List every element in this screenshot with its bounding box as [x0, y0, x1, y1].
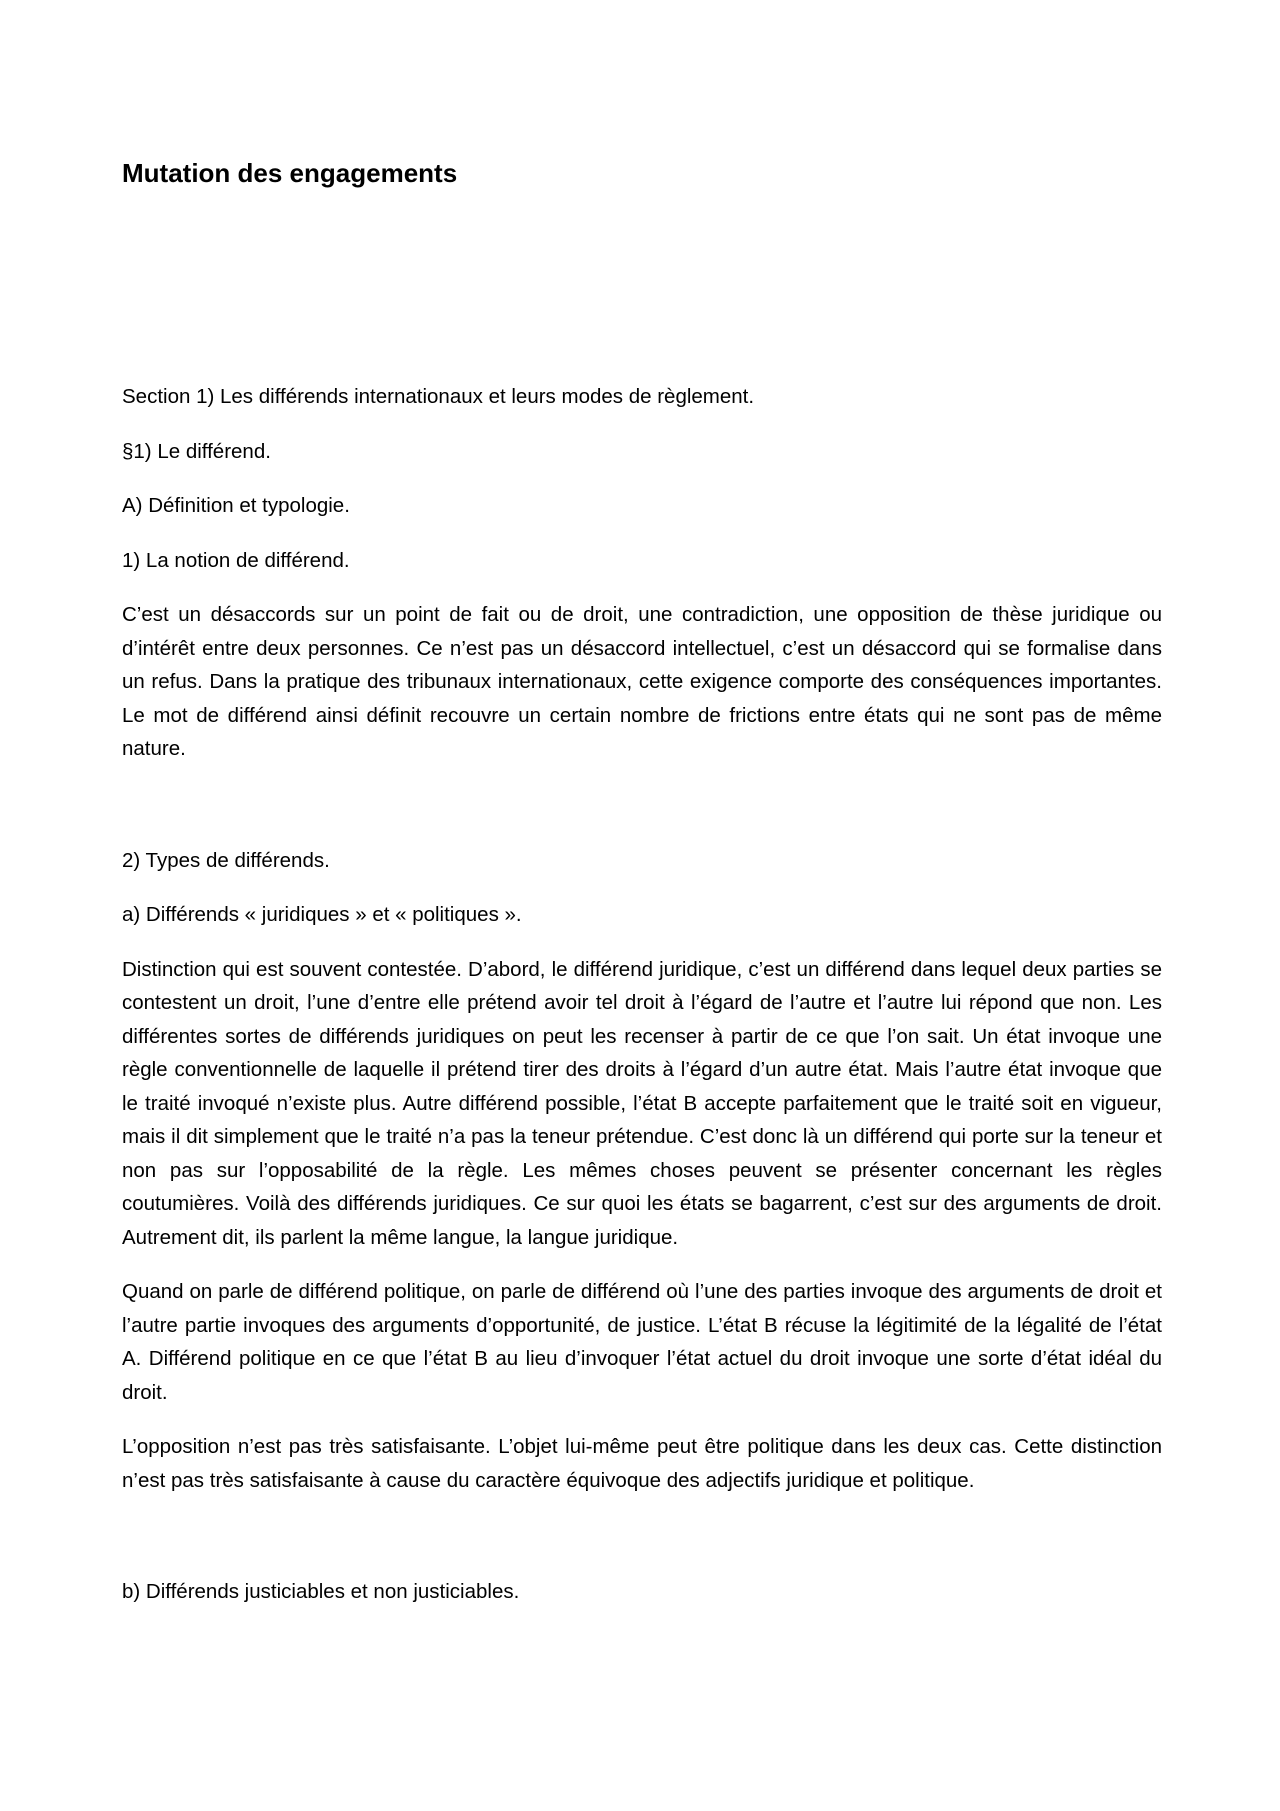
- document-title: Mutation des engagements: [122, 158, 458, 188]
- paragraph-politique: Quand on parle de différend politique, on parle de différend où l’une des parties invoque des arguments de droit et l’autre partie invoques des arguments d’opportunité, de justice. L’état B récuse la légitimité de la légalité de l’état A. Différend politique en ce que l’état B au lieu d’invoquer l’état actuel du droit invoque une sorte d’état idéal du droit.: [122, 1280, 1162, 1404]
- blank-line: [122, 787, 1162, 844]
- subheading-definition: A) Définition et typologie.: [122, 494, 350, 517]
- paragraph-heading: §1) Le différend.: [122, 439, 271, 463]
- paragraph-opposition: L’opposition n’est pas très satisfaisante. L’objet lui-même peut être politique dans les deux cas. Cette distinction n’est pas très satisfaisante à cause du caractère équivoque des adjectifs juridique et politique.: [122, 1435, 1162, 1492]
- subheading-juridiques-politiques: a) Différends « juridiques » et « politiques ».: [122, 903, 522, 926]
- paragraph-notion: C’est un désaccords sur un point de fait ou de droit, une contradiction, une opposition de thèse juridique ou d’intérêt entre deux personnes. Ce n’est pas un désaccord intellectuel, c’est un désaccord qui se formalise dans un refus. Dans la pratique des tribunaux internationaux, cette exigence comporte des conséquences importantes. Le mot de différend ainsi définit recouvre un certain nombre de frictions entre états qui ne sont pas de même nature.: [122, 603, 1162, 760]
- blank-line: [122, 1518, 1162, 1575]
- subheading-types: 2) Types de différends.: [122, 848, 330, 872]
- subheading-justiciables: b) Différends justiciables et non justiciables.: [122, 1580, 520, 1603]
- document-body: [122, 380, 1162, 1630]
- section-heading: Section 1) Les différends internationaux et leurs modes de règlement.: [122, 385, 755, 408]
- paragraph-juridique: Distinction qui est souvent contestée. D’abord, le différend juridique, c’est un différend dans lequel deux parties se contestent un droit, l’une d’entre elle prétend avoir tel droit à l’égard de l’autre et l’autre lui répond que non. Les différentes sortes de différends juridiques on peut les recenser à partir de ce que l’on sait. Un état invoque une règle conventionnelle de laquelle il prétend tirer des droits à l’égard d’un autre état. Mais l’autre état invoque que le traité invoqué n’existe plus. Autre différend possible, l’état B accepte parfaitement que le traité soit en vigueur, mais il dit simplement que le traité n’a pas la teneur prétendue. C’est donc là un différend qui porte sur la teneur et non pas sur l’opposabilité de la règle. Les mêmes choses peuvent se présenter concernant les règles coutumières. Voilà des différends juridiques. Ce sur quoi les états se bagarrent, c’est sur des arguments de droit. Autrement dit, ils parlent la même langue, la langue juridique.: [122, 957, 1162, 1249]
- subheading-notion: 1) La notion de différend.: [122, 548, 350, 572]
